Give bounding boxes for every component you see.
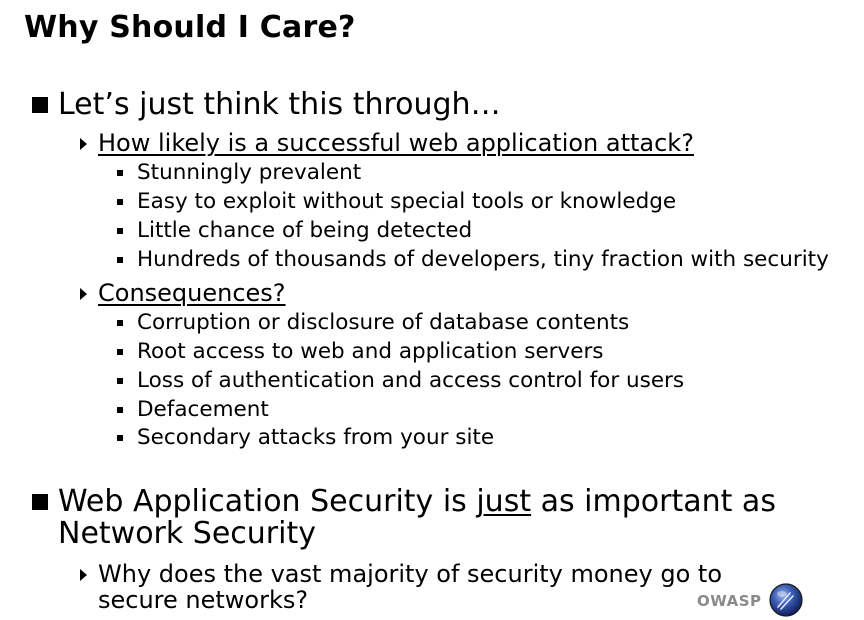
sub-bullet-line1: Why does the vast majority of security money go to	[98, 560, 722, 588]
list-item	[117, 248, 829, 272]
bullet-text-pre: Web Application Security is	[58, 484, 477, 519]
bullet-text-emphasis: just	[476, 484, 532, 519]
bullet-web-app-security	[32, 486, 776, 550]
small-square-bullet-icon	[117, 435, 123, 441]
list-item	[117, 398, 269, 422]
list-item	[117, 161, 361, 185]
list-item	[117, 219, 472, 243]
small-square-bullet-icon	[117, 228, 123, 234]
list-item-text: Defacement	[137, 397, 269, 422]
triangle-bullet-icon	[80, 138, 87, 150]
list-item	[117, 340, 604, 364]
bullet-text-line2: Network Security	[58, 516, 316, 551]
owasp-logo-text: OWASP	[697, 592, 762, 610]
sub-bullet-line2: secure networks?	[98, 586, 309, 614]
list-item-text: Easy to exploit without special tools or knowledge	[137, 189, 677, 214]
sub-bullet-text	[98, 561, 722, 613]
owasp-globe-icon	[768, 582, 804, 618]
list-item-text: Loss of authentication and access control for users	[137, 368, 685, 393]
small-square-bullet-icon	[117, 199, 123, 205]
small-square-bullet-icon	[117, 378, 123, 384]
sub-bullet-text: Consequences?	[98, 279, 286, 307]
list-item	[117, 369, 684, 393]
square-bullet-icon	[32, 97, 48, 113]
triangle-bullet-icon	[80, 569, 87, 581]
list-item-text: Root access to web and application servers	[137, 339, 604, 364]
bullet-text	[58, 486, 776, 550]
list-item-text: Stunningly prevalent	[137, 160, 362, 185]
square-bullet-icon	[32, 494, 48, 510]
sub-bullet-consequences	[80, 280, 286, 307]
sub-bullet-security-money	[80, 561, 722, 613]
small-square-bullet-icon	[117, 349, 123, 355]
list-item-text: Secondary attacks from your site	[137, 425, 495, 450]
triangle-bullet-icon	[80, 288, 87, 300]
small-square-bullet-icon	[117, 407, 123, 413]
list-item-text: Little chance of being detected	[137, 218, 473, 243]
sub-bullet-text: How likely is a successful web application attack?	[98, 129, 694, 157]
slide-title: Why Should I Care?	[24, 10, 356, 45]
owasp-logo	[697, 582, 804, 618]
bullet-text: Let’s just think this through…	[58, 87, 501, 122]
small-square-bullet-icon	[117, 170, 123, 176]
list-item-text: Hundreds of thousands of developers, tiny fraction with security	[137, 247, 829, 272]
small-square-bullet-icon	[117, 320, 123, 326]
list-item-text: Corruption or disclosure of database contents	[137, 310, 630, 335]
list-item	[117, 426, 494, 450]
bullet-think-through	[32, 89, 501, 121]
list-item	[117, 311, 629, 335]
bullet-text-post: as important as	[531, 484, 776, 519]
small-square-bullet-icon	[117, 257, 123, 263]
list-item	[117, 190, 676, 214]
sub-bullet-likelihood	[80, 130, 694, 157]
